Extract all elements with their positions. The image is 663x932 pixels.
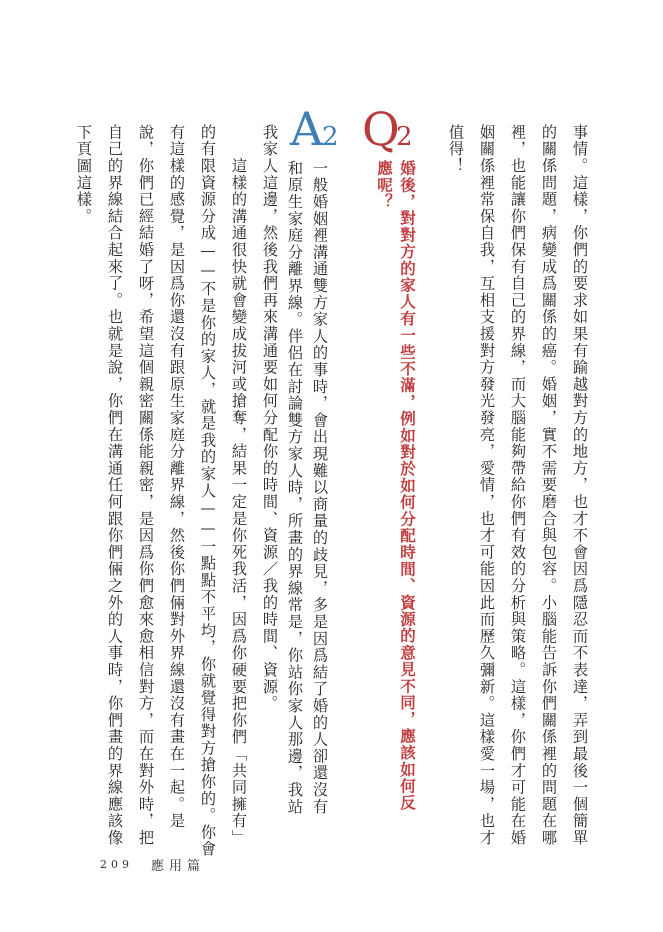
- answer-line-2: 和原生家庭分離界線。伴侶在討論雙方家人時，所畫的界線常是，你站你家人那邊，我站: [286, 160, 304, 816]
- continuation-line-4: 姻關係裡常保自我，互相支援對方發光發亮，愛情，也才可能因此而歷久彌新。這樣愛一場，也才: [478, 124, 496, 847]
- answer-line-1: 一般婚姻裡溝通雙方家人的事時，會出現難以商量的歧見，多是因爲結了婚的人卻還沒有: [311, 160, 329, 816]
- question-line-1: 婚後，對對方的家人有一些不滿，例如對於如何分配時間、資源的意見不同，應該如何反: [398, 160, 416, 812]
- question-marker-number: 2: [396, 122, 413, 152]
- continuation-line-5: 值得！: [447, 124, 465, 175]
- answer-line-9: 下頁圖這樣。: [75, 124, 93, 225]
- continuation-line-1: 事情。這樣，你們的要求如果有踰越對方的地方，也才不會因爲隱忍而不表達，弄到最後一個簡單: [571, 124, 589, 847]
- answer-line-4: 這樣的溝通很快就會變成拔河或搶奪，結果一定是你死我活，因爲你硬要把你們「共同擁有」: [230, 124, 248, 847]
- answer-marker-number: 2: [322, 122, 339, 152]
- question-marker-letter: Q: [362, 102, 400, 156]
- page-footer: [100, 855, 205, 874]
- answer-line-5: 的有限資源分成——不是你的家人，就是我的家人——一點點不平均，你就覺得對方搶你的。你會: [199, 124, 217, 858]
- answer-line-3: 我家人這邊，然後我們再來溝通要如何分配你的時間、資源／我的時間、資源。: [261, 124, 279, 712]
- answer-marker: [290, 102, 350, 166]
- answer-line-8: 自己的界線結合起來了。也就是說，你們在溝通任何跟你們倆之外的人事時，你們畫的界線應該像: [106, 124, 124, 847]
- section-title: 應用篇: [151, 859, 206, 874]
- answer-marker-letter: A: [290, 102, 324, 156]
- answer-line-7: 說，你們已經結婚了呀，希望這個親密關係能親密，是因爲你們愈來愈相信對方，而在對外時，把: [137, 124, 155, 847]
- question-line-2: 應呢？: [375, 160, 393, 211]
- answer-line-6: 有這樣的感覺，是因爲你還沒有跟原生家庭分離界線，然後你們倆對外界線還沒有畫在一起。是: [168, 124, 186, 830]
- continuation-line-2: 的關係問題，病變成爲關係的癌。婚姻，實不需要磨合與包容。小腦能告訴你們關係裡的問題在哪: [540, 124, 558, 847]
- page-number: 209: [100, 858, 133, 871]
- question-marker: [362, 102, 422, 166]
- continuation-line-3: 裡，也能讓你們保有自己的界線，而大腦能夠帶給你們有效的分析與策略。這樣，你們才可能在婚: [509, 124, 527, 847]
